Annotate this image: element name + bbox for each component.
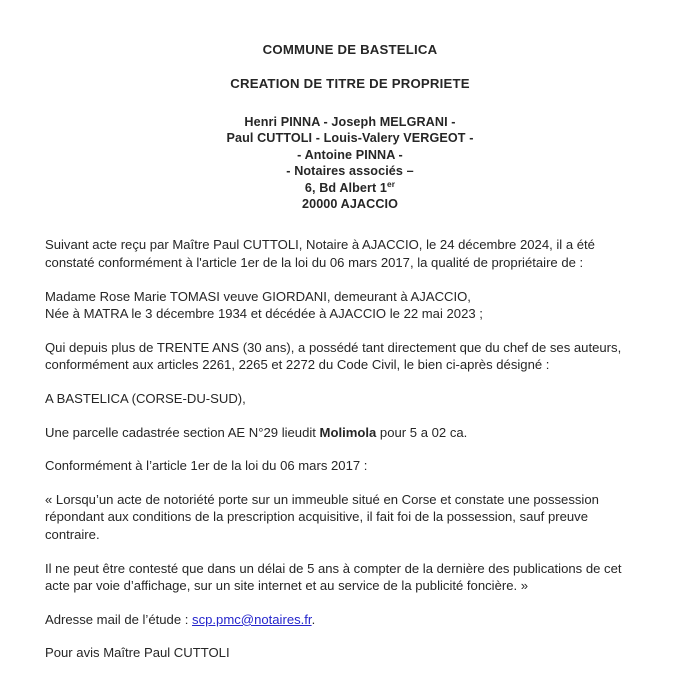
page-title: COMMUNE DE BASTELICA (262, 42, 438, 57)
email-link[interactable]: scp.pmc@notaires.fr (192, 611, 312, 627)
notary-address-street (0, 180, 700, 196)
notary-address-street-text: 6, Bd Albert 1 (304, 180, 388, 195)
paragraph-act-received (45, 236, 655, 271)
paragraph-owner-identity-line-1: Madame Rose Marie TOMASI veuve GIORDANI, demeurant à AJACCIO, (45, 288, 471, 304)
ordinal-suffix: er (387, 178, 396, 189)
email-label: Adresse mail de l’étude : (45, 611, 193, 627)
email-trailing-period: . (311, 611, 316, 627)
paragraph-owner-identity-line-2: Née à MATRA le 3 décembre 1934 et décédée à AJACCIO le 22 mai 2023 ; (45, 306, 483, 322)
paragraph-law-quote-second-line-1: Il ne peut être contesté que dans un délai de 5 ans à compter de la dernière des publications de cet (45, 560, 622, 576)
notary-line-3: - Antoine PINNA - (297, 147, 403, 162)
paragraph-possession-duration-line-1: Qui depuis plus de TRENTE ANS (30 ans), a possédé tant directement que du chef de ses auteurs, (45, 339, 622, 355)
paragraph-law-quote-first-line-1: « Lorsqu’un acte de notoriété porte sur un immeuble situé en Corse et constate une possession (45, 491, 599, 507)
page-subtitle: CREATION DE TITRE DE PROPRIETE (230, 75, 470, 91)
document-body (0, 236, 700, 662)
paragraph-owner-identity (45, 288, 655, 323)
notary-line-1: Henri PINNA - Joseph MELGRANI - (244, 115, 456, 130)
paragraph-law-quote-second-line-2: acte par voie d’affichage, sur un site internet et au service de la publicité foncière. » (45, 578, 529, 594)
notary-line-2: Paul CUTTOLI - Louis-Valery VERGEOT - (226, 131, 474, 146)
paragraph-possession-duration-line-2: conformément aux articles 2261, 2265 et 2272 du Code Civil, le bien ci-après désigné : (45, 357, 550, 373)
parcel-description-suffix: pour 5 a 02 ca. (376, 424, 468, 440)
paragraph-contact-email (45, 611, 655, 629)
document-header (0, 0, 700, 91)
paragraph-law-quote-second (45, 560, 655, 595)
paragraph-law-reference: Conformément à l’article 1er de la loi du 06 mars 2017 : (45, 458, 368, 474)
paragraph-law-quote-first-line-3: contraire. (45, 527, 100, 542)
paragraph-law-quote-first-line-2: répondant aux conditions de la prescription acquisitive, il fait foi de la possession, sauf preuve (45, 509, 588, 525)
parcel-place-name: Molimola (319, 424, 377, 440)
paragraph-location: A BASTELICA (CORSE-DU-SUD), (45, 391, 246, 407)
notary-address-city: 20000 AJACCIO (301, 197, 399, 212)
paragraph-parcel (45, 424, 655, 442)
paragraph-possession-duration (45, 339, 655, 374)
notary-block (0, 91, 700, 212)
paragraph-law-quote-first (45, 491, 655, 544)
paragraph-signature: Pour avis Maître Paul CUTTOLI (45, 645, 230, 661)
parcel-description-prefix: Une parcelle cadastrée section AE N°29 lieudit (45, 424, 320, 440)
paragraph-act-received-line-2: constaté conformément à l'article 1er de la loi du 06 mars 2017, la qualité de propriétaire de : (45, 255, 584, 271)
paragraph-act-received-line-1: Suivant acte reçu par Maître Paul CUTTOLI, Notaire à AJACCIO, le 24 décembre 2024, il a été (45, 237, 595, 253)
notary-line-4: - Notaires associés – (286, 164, 414, 179)
